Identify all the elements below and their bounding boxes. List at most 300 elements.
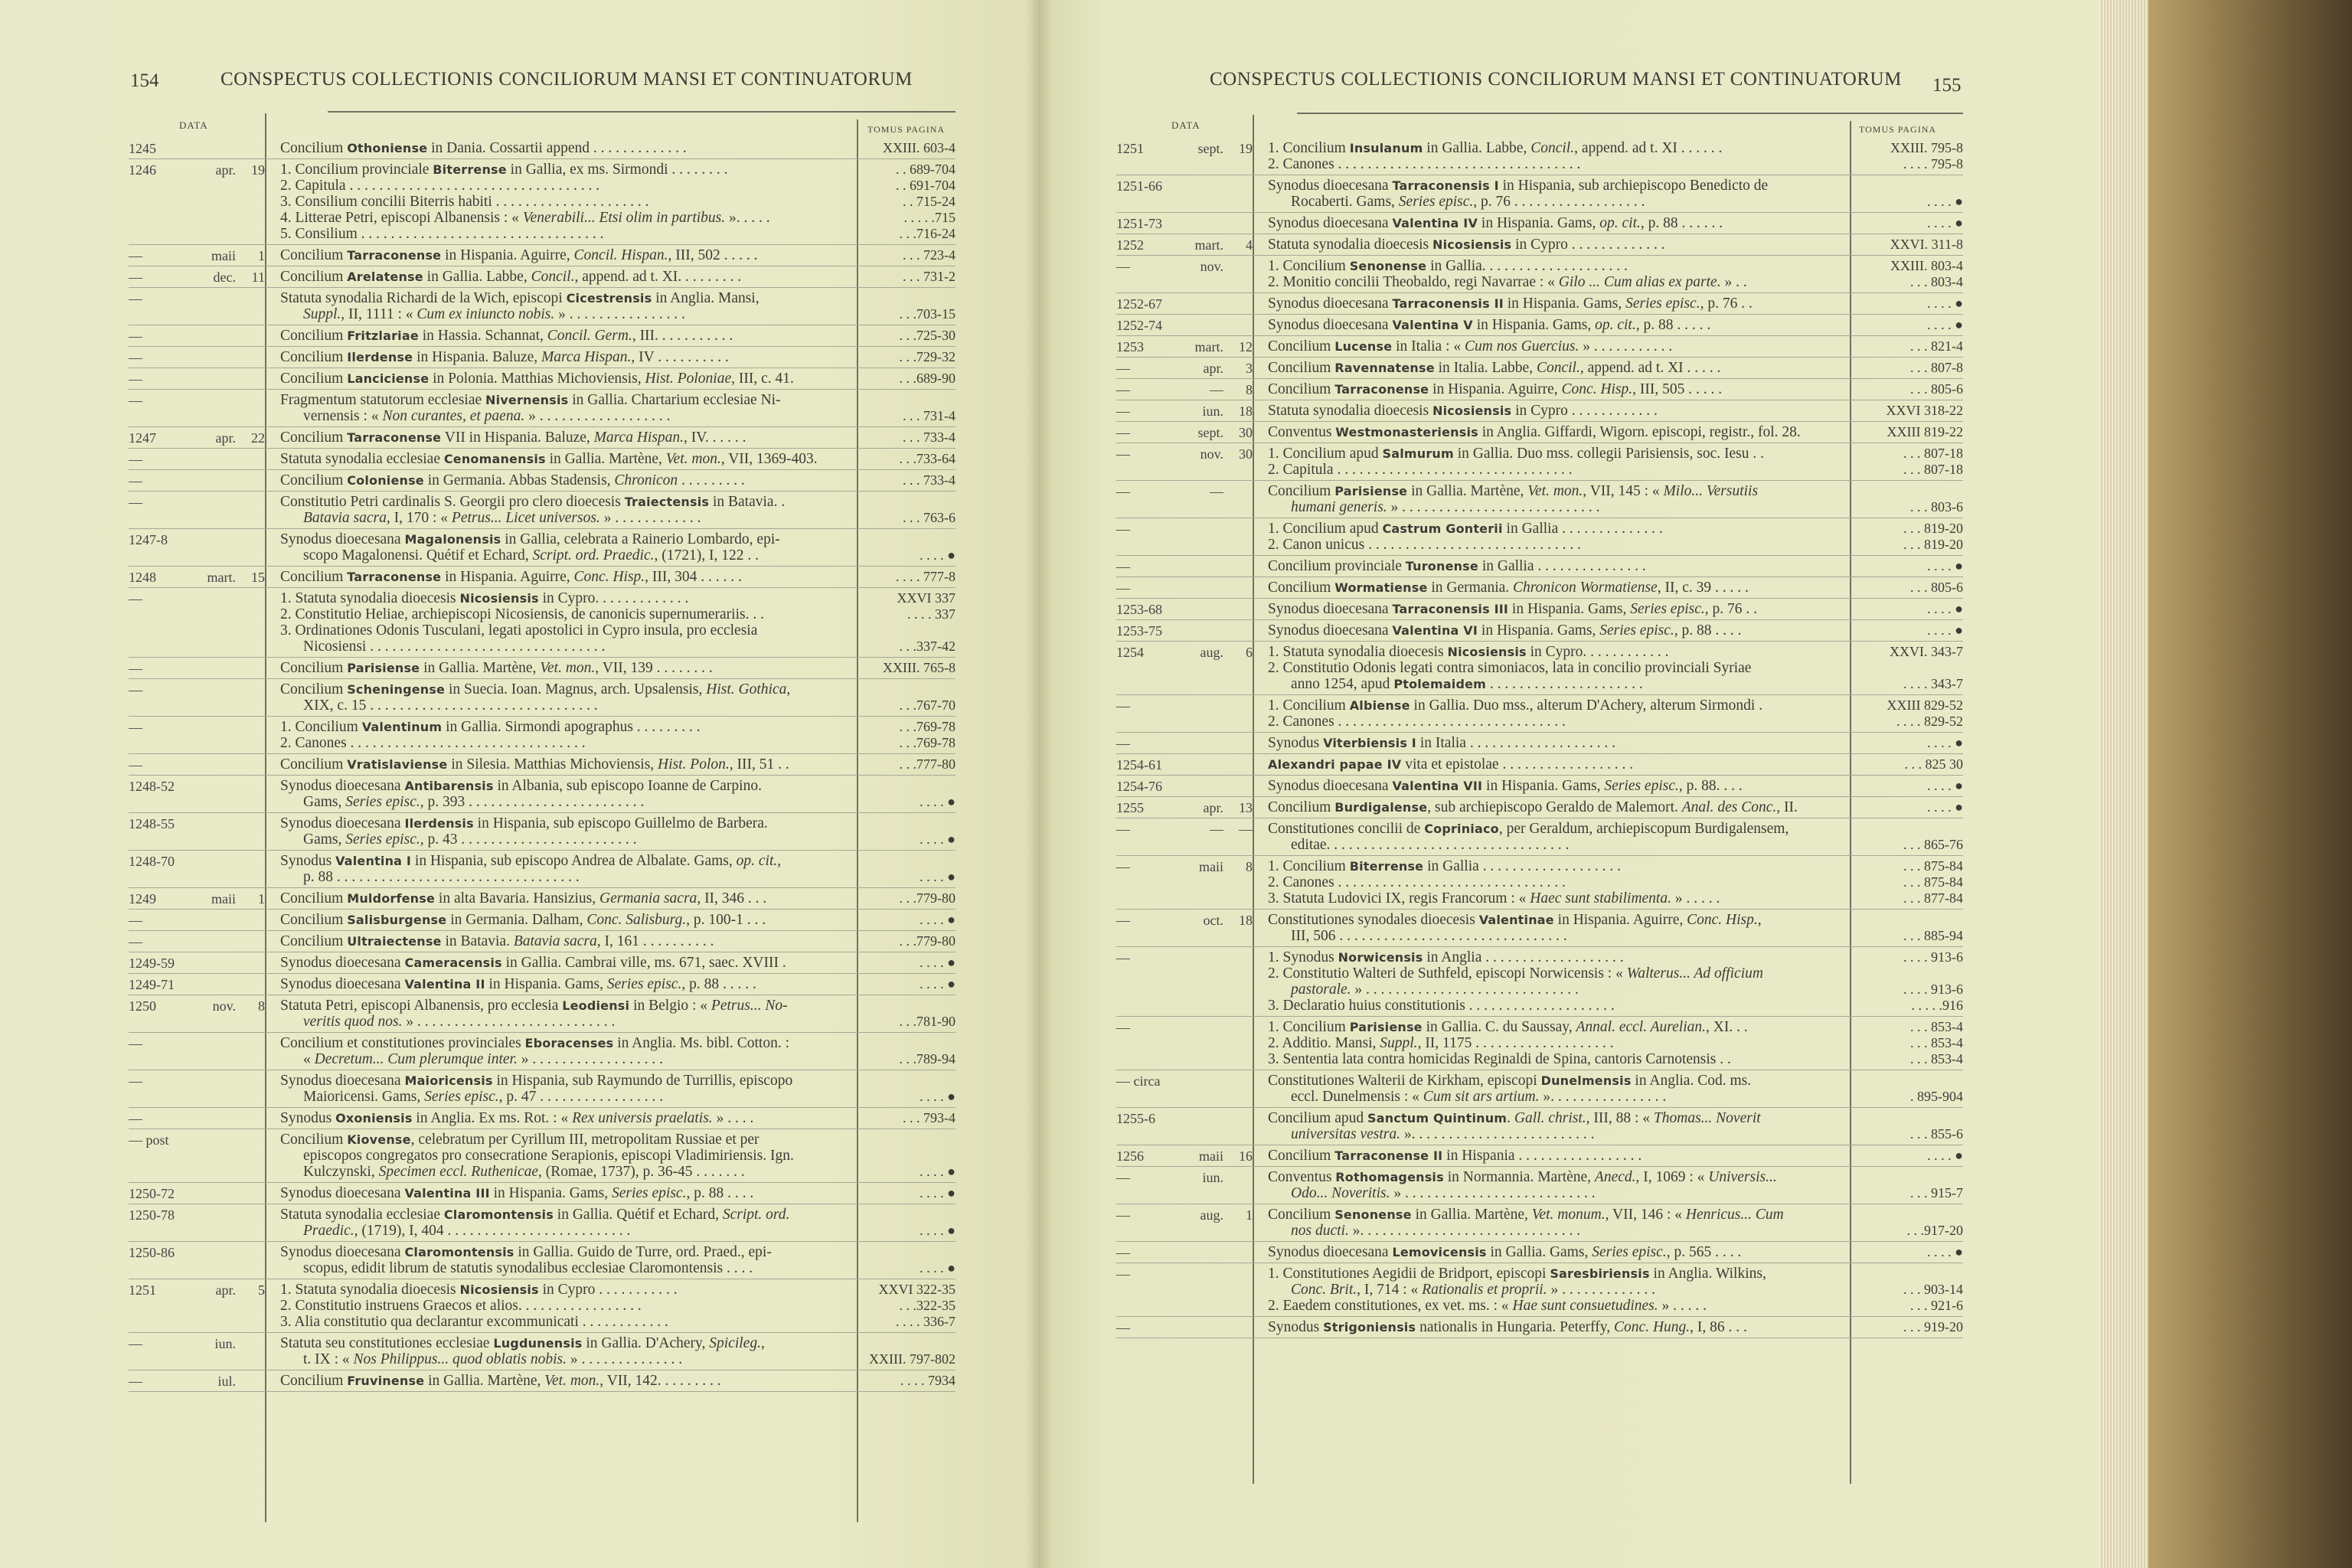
description-line: Synodus dioecesana Cameracensis in Gallia. Cambrai ville, ms. 671, saec. XVIII . [280,955,786,971]
entry-tomus-pagina [1851,237,1963,253]
tomus-pagina-line: . . . . 795-8 [1903,156,1963,172]
description-line: universitas vestra. ». . . . . . . . . . . . . . . . . . . . . . . . . [1291,1126,1595,1142]
tomus-pagina-line [860,853,956,869]
tomus-pagina-line [1851,965,1963,982]
description-line: Conventus Westmonasteriensis in Anglia. Giffardi, Wigorn. episcopi, registr., fol. 28. [1268,424,1801,440]
tomus-pagina-line: . . . 731-2 [903,269,956,284]
entry-description [280,1244,851,1276]
description-line: Statuta synodalia ecclesiae Claromontensis in Gallia. Quétif et Echard, Script. ord. [280,1207,790,1223]
entry-tomus-pagina [1851,778,1963,794]
entry-description [280,998,851,1030]
entry-tomus-pagina [860,451,956,467]
table-row [1116,1204,1963,1242]
entry-tomus-pagina [1851,317,1963,333]
tomus-pagina-line [860,494,956,510]
description-line: Synodus dioecesana Tarraconensis I in Hispania, sub archiepiscopo Benedicto de [1268,178,1769,194]
table-row [129,368,956,390]
tomus-pagina-line: . . . 807-8 [1910,360,1963,375]
entry-description [280,328,851,344]
entry-day: 1 [258,891,265,906]
tomus-pagina-line: . . . . ● [920,1260,956,1276]
description-line: Synodus Viterbiensis I in Italia . . . . . . . . . . . . . . . . . . . . [1268,735,1615,751]
description-line: Gams, Series episc., p. 43 . . . . . . . . . . . . . . . . . . . . . . . . [303,831,637,848]
tomus-pagina-line [860,1207,956,1223]
entry-description [280,247,851,263]
entry-description [1268,1207,1838,1239]
table-row [1116,422,1963,443]
page-number: 154 [130,70,159,91]
description-line: 2. Capitula . . . . . . . . . . . . . . . . . . . . . . . . . . . . . . . . [1268,462,1573,478]
header-rule [328,111,956,113]
entries-list [129,138,956,1392]
table-row [1116,620,1963,642]
tomus-pagina-line: . . .689-90 [899,371,956,386]
description-line: Constitutiones concilii de Copriniaco, per Geraldum, archiepiscopum Burdigalensem, [1268,821,1789,837]
description-line: Odo... Noveritis. » . . . . . . . . . . . . . . . . . . . . . . . . . . [1291,1185,1596,1201]
entry-tomus-pagina [860,912,956,928]
entry-description [1268,1110,1838,1142]
description-line: Statuta synodalia ecclesiae Cenomanensis in Gallia. Martène, Vet. mon., VII, 1369-403. [280,451,818,467]
description-line: Concilium Tarraconense in Hispania. Aguirre, Concil. Hispan., III, 502 . . . . . [280,247,758,263]
tomus-pagina-line [860,681,956,697]
entry-tomus-pagina [860,269,956,285]
entry-year: — [129,913,142,928]
description-line: Statuta seu constitutiones ecclesiae Lugdunensis in Gallia. D'Achery, Spicileg., [280,1335,765,1351]
table-row [129,138,956,159]
entry-tomus-pagina [1851,735,1963,751]
description-line: p. 88 . . . . . . . . . . . . . . . . . . . . . . . . . . . . . . . . . [303,869,580,885]
tomus-pagina-line: XXVI. 311-8 [1890,237,1963,252]
tomus-pagina-line [1851,483,1963,499]
entry-description [280,890,851,906]
entry-tomus-pagina [1851,215,1963,231]
entry-tomus-pagina [860,1373,956,1389]
tomus-pagina-line: . . . . ● [1927,317,1963,332]
entry-year: — [129,473,142,488]
tomus-pagina-line: . . . . 829-52 [1896,714,1963,729]
entry-month: dec. [213,270,236,285]
tomus-pagina-line [860,778,956,794]
tomus-pagina-line: . . . 855-6 [1910,1126,1963,1142]
table-row [1116,556,1963,577]
entry-year: — [1116,259,1130,274]
entry-description [280,1207,851,1239]
entry-year: — [129,270,142,285]
tomus-pagina-line: XXVI 318-22 [1886,403,1963,418]
description-line: 2. Additio. Mansi, Suppl., II, 1175 . . . . . . . . . . . . . . . . . . . [1268,1035,1614,1051]
tomus-pagina-line: . . . . ● [1927,601,1963,616]
entry-year: — [1116,559,1130,574]
entry-description [1268,521,1838,553]
entry-month: oct. [1203,913,1223,928]
entry-tomus-pagina [1851,558,1963,574]
table-row [1116,518,1963,556]
description-line: Concilium provinciale Turonense in Gallia . . . . . . . . . . . . . . . [1268,558,1646,574]
entry-tomus-pagina [1851,446,1963,478]
table-row [1116,577,1963,599]
entry-month: mart. [1194,339,1223,354]
tomus-pagina-line: . . . . ● [1927,1244,1963,1259]
tomus-pagina-line: . . . . ● [1927,799,1963,815]
tomus-pagina-line: . . . . ● [1927,1148,1963,1163]
entry-description [280,392,851,424]
entry-tomus-pagina [1851,622,1963,639]
description-line: 1. Concilium Parisiense in Gallia. C. du Saussay, Annal. eccl. Aurelian., XI. . . [1268,1019,1748,1035]
tomus-pagina-line: . . .781-90 [899,1014,956,1029]
entry-month: maii [1199,1148,1223,1164]
description-line: 1. Concilium Insulanum in Gallia. Labbe, Concil., append. ad t. XI . . . . . . [1268,140,1723,156]
tomus-pagina-line: . . . . ● [920,1089,956,1104]
entry-description [280,451,851,467]
entry-year: — circa [1116,1073,1161,1089]
description-line: Concilium Coloniense in Germania. Abbas Stadensis, Chronicon . . . . . . . . . [280,472,745,488]
entry-description [280,1282,851,1330]
description-line: 3. Consilium concilii Biterris habiti . . . . . . . . . . . . . . . . . . . . . [280,194,649,210]
description-line: Synodus Strigoniensis nationalis in Hungaria. Peterffy, Conc. Hung., I, 86 . . . [1268,1319,1747,1335]
entry-year: — [1116,950,1130,965]
table-row [1116,733,1963,754]
entry-year: — [1116,521,1130,537]
entry-year: 1253 [1116,339,1144,354]
tomus-pagina-line: . . . 903-14 [1903,1282,1963,1297]
tomus-pagina-line: . . 689-704 [896,162,956,177]
description-line: 1. Statuta synodalia dioecesis Nicosiensis in Cypro. . . . . . . . . . . . [1268,644,1669,660]
tomus-pagina-line [1851,1169,1963,1185]
entry-year: — [1116,1170,1130,1185]
entry-year: — [129,452,142,467]
tomus-pagina-line: . . . . 913-6 [1903,982,1963,997]
description-line: anno 1254, apud Ptolemaidem . . . . . . . . . . . . . . . . . . . . . [1291,676,1643,692]
book-cover [2148,0,2352,1568]
table-row [1116,293,1963,315]
entry-description [1268,446,1838,478]
entry-month: apr. [1203,361,1223,376]
tomus-pagina-line [860,392,956,408]
entry-tomus-pagina [1851,403,1963,419]
tomus-pagina-line [1851,912,1963,928]
tomus-pagina-line: . . . 807-18 [1903,462,1963,477]
entry-tomus-pagina [860,162,956,242]
tomus-pagina-line: . . . . ● [920,547,956,563]
table-row [1116,1108,1963,1145]
table-row [1116,695,1963,733]
tomus-pagina-line: . . .789-94 [899,1051,956,1067]
entry-description [280,531,851,564]
entry-description [280,1373,851,1389]
description-line: 3. Ordinationes Odonis Tusculani, legati apostolici in Cypro insula, pro ecclesia [280,622,758,639]
entry-description [1268,403,1838,419]
entry-description [1268,237,1838,253]
description-line: Concilium Senonense in Gallia. Martène, Vet. monum., VII, 146 : « Henricus... Cum [1268,1207,1784,1223]
entry-description [280,269,851,285]
entry-tomus-pagina [860,1207,956,1239]
entry-description [1268,949,1838,1014]
tomus-pagina-line: . . .725-30 [899,328,956,343]
entry-year: 1250-86 [129,1245,175,1260]
table-row [1116,234,1963,256]
table-row [1116,910,1963,947]
entry-tomus-pagina [860,531,956,564]
description-line: Concilium Salisburgense in Germania. Dalham, Conc. Salisburg., p. 100-1 . . . [280,912,766,928]
entry-day: 11 [251,270,265,285]
tomus-pagina-line: . . . 807-18 [1903,446,1963,461]
entry-year: — [1116,425,1130,440]
entry-description [280,569,851,585]
description-line: Praedic., (1719), I, 404 . . . . . . . . . . . . . . . . . . . . . . . . . [303,1223,631,1239]
entry-month: nov. [1200,259,1223,274]
entry-description [280,955,851,971]
entry-year: 1247 [129,430,156,446]
table-row [1116,256,1963,293]
entry-description [1268,778,1838,794]
description-line: Alexandri papae IV vita et epistolae . . . . . . . . . . . . . . . . . . [1268,756,1634,773]
description-line: Maioricensi. Gams, Series episc., p. 47 . . . . . . . . . . . . . . . . . [303,1089,664,1105]
entry-description [1268,558,1838,574]
entry-tomus-pagina [1851,1319,1963,1335]
entry-month: iun. [1202,403,1223,419]
entry-year: 1245 [129,141,156,156]
entry-year: — [1116,361,1130,376]
entry-year: 1248-52 [129,779,175,794]
entry-year: — [1116,403,1130,419]
entry-description [280,162,851,242]
entry-description [1268,215,1838,231]
entry-year: 1253-68 [1116,602,1162,617]
entry-day: 19 [251,162,265,178]
entry-tomus-pagina [1851,483,1963,515]
entry-tomus-pagina [860,815,956,848]
description-line: Concilium Wormatiense in Germania. Chronicon Wormatiense, II, c. 39 . . . . . [1268,580,1749,596]
table-row [1116,642,1963,695]
entry-year: 1249-59 [129,956,175,971]
table-row [1116,213,1963,234]
entry-tomus-pagina [1851,140,1963,172]
description-line: 3. Declaratio huius constitutionis . . . . . . . . . . . . . . . . . . . . [1268,998,1615,1014]
description-line: XIX, c. 15 . . . . . . . . . . . . . . . . . . . . . . . . . . . . . . . [303,697,598,714]
tomus-pagina-line [1851,821,1963,837]
tomus-pagina-line [860,1148,956,1164]
entry-description [280,1110,851,1126]
tomus-pagina-line [860,1244,956,1260]
tomus-pagina-line: . . . . 343-7 [1903,676,1963,691]
table-row [129,1070,956,1108]
entry-month: iul. [217,1374,236,1389]
table-row [129,1370,956,1392]
description-line: eccl. Dunelmensis : « Cum sit ars artium. ». . . . . . . . . . . . . . . . [1291,1089,1667,1105]
description-line: Concilium Lucense in Italia : « Cum nos Guercius. » . . . . . . . . . . . [1268,338,1673,354]
description-line: Synodus dioecesana Tarraconensis II in Hispania. Gams, Series episc., p. 76 . . [1268,296,1753,312]
tomus-pagina-line: . . . . .916 [1911,998,1963,1013]
table-row [1116,443,1963,481]
entry-description [280,778,851,810]
tomus-pagina-line: . . . . ● [1927,735,1963,750]
table-row [129,851,956,888]
entry-day: 22 [251,430,265,446]
entry-month: — [1210,822,1223,837]
table-row [1116,1263,1963,1317]
tomus-pagina-line: . 895-904 [1910,1089,1963,1104]
entry-year: — post [129,1132,169,1148]
description-line: 1. Concilium provinciale Biterrense in Gallia, ex ms. Sirmondi . . . . . . . . [280,162,728,178]
entry-year: — [1116,1266,1130,1282]
entry-day: 1 [1246,1207,1253,1223]
table-row [129,159,956,245]
entry-year: 1252 [1116,237,1144,253]
description-line: 2. Constitutio instruens Graecos et alios. . . . . . . . . . . . . . . . . [280,1298,642,1314]
description-line: Statuta Petri, episcopi Albanensis, pro ecclesia Leodiensi in Belgio : « Petrus... No- [280,998,788,1014]
tomus-pagina-line: . . . 793-4 [903,1110,956,1125]
entry-year: — [129,682,142,697]
table-row [129,1108,956,1129]
table-row [129,717,956,754]
tomus-pagina-line: . . . . .715 [903,210,956,225]
entry-year: 1256 [1116,1148,1144,1164]
table-row [129,910,956,931]
entry-tomus-pagina [860,430,956,446]
table-row [129,266,956,288]
tomus-pagina-line: . . . 853-4 [1910,1019,1963,1034]
table-row [1116,1242,1963,1263]
table-row [129,1242,956,1279]
entry-description [280,1335,851,1367]
entry-year: 1249 [129,891,156,906]
description-line: 3. Sententia lata contra homicidas Reginaldi de Spina, cantoris Carnotensis . . [1268,1051,1731,1067]
entry-day: 8 [1246,382,1253,397]
entry-year: — [129,661,142,676]
tomus-pagina-line [860,1335,956,1351]
entry-tomus-pagina [860,494,956,526]
description-line: « Decretum... Cum plerumque inter. » . . . . . . . . . . . . . . . . . . [303,1051,663,1067]
table-row [1116,1317,1963,1338]
description-line: Concilium Ilerdense in Hispania. Baluze, Marca Hispan., IV . . . . . . . . . . [280,349,729,365]
entry-tomus-pagina [860,371,956,387]
tomus-pagina-line [860,531,956,547]
description-line: Synodus dioecesana Valentina III in Hispania. Gams, Series episc., p. 88 . . . . [280,1185,754,1201]
tomus-pagina-line: . . . . ● [1927,296,1963,311]
entry-day: 12 [1239,339,1253,354]
entry-description [1268,697,1838,730]
description-line: 1. Concilium Albiense in Gallia. Duo mss., alterum D'Achery, alterum Sirmondi . [1268,697,1763,714]
entry-tomus-pagina [1851,1244,1963,1260]
entry-year: 1254-61 [1116,757,1162,773]
entry-description [1268,1169,1838,1201]
entry-year: — [1116,580,1130,596]
entry-tomus-pagina [860,853,956,885]
entry-day: 30 [1239,446,1253,462]
entry-description [1268,381,1838,397]
entry-description [280,494,851,526]
tomus-pagina-line: . . . . ● [1927,558,1963,573]
description-line: Synodus dioecesana Valentina VII in Hispania. Gams, Series episc., p. 88. . . . [1268,778,1743,794]
entry-day: 1 [258,248,265,263]
entry-tomus-pagina [1851,1169,1963,1201]
entry-tomus-pagina [860,1282,956,1330]
entry-year: — [129,720,142,735]
entry-month: iun. [214,1336,236,1351]
tomus-pagina-line: . . .779-80 [899,933,956,949]
entry-month: nov. [212,998,236,1014]
table-row [1116,138,1963,175]
entry-description [1268,644,1838,692]
description-line: pastorale. » . . . . . . . . . . . . . . . . . . . . . . . . . . . . . [1291,982,1579,998]
entry-year: — [129,371,142,387]
description-line: 2. Constitutio Odonis legati contra simoniacos, lata in concilio provinciali Syriae [1268,660,1752,676]
entry-year: — [129,1111,142,1126]
entry-description [1268,258,1838,290]
entry-description [1268,622,1838,639]
entry-day: 3 [1246,361,1253,376]
table-row [1116,175,1963,213]
entry-description [1268,580,1838,596]
description-line: veritis quod nos. » . . . . . . . . . . . . . . . . . . . . . . . . . . . [303,1014,616,1030]
table-row [129,995,956,1033]
entry-year: — [129,591,142,606]
description-line: t. IX : « Nos Philippus... quod oblatis nobis. » . . . . . . . . . . . . . . [303,1351,683,1367]
entry-day: 18 [1239,403,1253,419]
entry-tomus-pagina [1851,912,1963,944]
entry-month: maii [1199,859,1223,874]
table-row [129,449,956,470]
entry-month: — [1210,484,1223,499]
left-page [0,0,1038,1568]
entry-month: maii [211,891,236,906]
entries-list [1116,138,1963,1338]
table-row [129,588,956,658]
tomus-pagina-line: . . . 853-4 [1910,1051,1963,1067]
tomus-pagina-line [860,815,956,831]
entry-tomus-pagina [1851,258,1963,290]
table-row [129,492,956,529]
description-line: Synodus dioecesana Antibarensis in Albania, sub episcopo Ioanne de Carpino. [280,778,762,794]
entry-year: — [1116,1245,1130,1260]
entry-description [1268,858,1838,906]
description-line: editae. . . . . . . . . . . . . . . . . . . . . . . . . . . . . . . . . [1291,837,1570,853]
description-line: Concilium Muldorfense in alta Bavaria. Hansizius, Germania sacra, II, 346 . . . [280,890,767,906]
tomus-pagina-line: . . . 865-76 [1903,837,1963,852]
entry-description [280,349,851,365]
description-line: 1. Constitutiones Aegidii de Bridport, episcopi Saresbiriensis in Anglia. Wilkins, [1268,1266,1766,1282]
entry-tomus-pagina [860,1185,956,1201]
description-line: 2. Canon unicus . . . . . . . . . . . . . . . . . . . . . . . . . . . . . [1268,537,1581,553]
entry-year: 1250-72 [129,1186,175,1201]
entry-year: 1253-75 [1116,623,1162,639]
entry-description [1268,483,1838,515]
table-row [1116,1145,1963,1167]
entry-description [1268,735,1838,751]
description-line: Concilium Tarraconense II in Hispania . . . . . . . . . . . . . . . . . [1268,1148,1642,1164]
entry-tomus-pagina [860,1073,956,1105]
entry-tomus-pagina [1851,858,1963,906]
tomus-pagina-line: . . . 805-6 [1910,381,1963,397]
entry-tomus-pagina [1851,644,1963,692]
description-line: Synodus dioecesana Maioricensis in Hispania, sub Raymundo de Turrillis, episcopo [280,1073,793,1089]
entry-tomus-pagina [860,681,956,714]
entry-day: 8 [1246,859,1253,874]
page-number: 155 [1932,75,1962,96]
tomus-pagina-line: . . . . 7934 [900,1373,956,1388]
entry-description [1268,424,1838,440]
table-row [1116,599,1963,620]
description-line: Synodus dioecesana Claromontensis in Gallia. Guido de Turre, ord. Praed., epi- [280,1244,772,1260]
entry-tomus-pagina [860,1110,956,1126]
tomus-pagina-line [1851,1073,1963,1089]
entry-year: 1251 [1116,141,1144,156]
tomus-pagina-line: . . . . ● [920,1223,956,1238]
tomus-pagina-line: . . . 805-6 [1910,580,1963,595]
entry-description [280,140,851,156]
description-line: Constitutiones Walterii de Kirkham, episcopi Dunelmensis in Anglia. Cod. ms. [1268,1073,1752,1089]
entry-year: — [1116,913,1130,928]
